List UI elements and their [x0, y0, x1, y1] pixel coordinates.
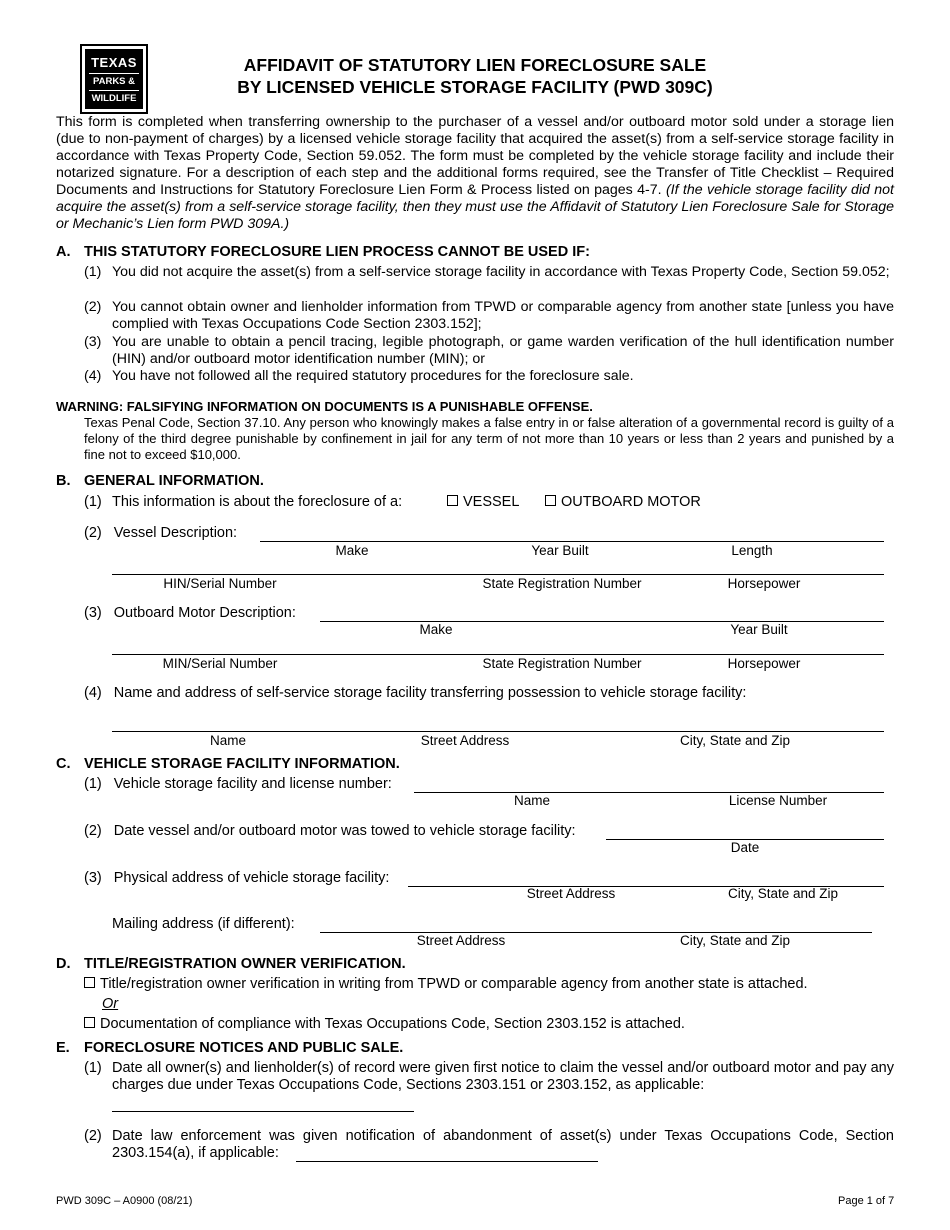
- section-a-item-3: (3) You are unable to obtain a pencil tracing, legible photograph, or game warden verification of the hull identification number (HIN) and/or outboard motor identification number (MIN); or: [84, 334, 894, 367]
- vessel-checkbox[interactable]: [447, 495, 458, 506]
- section-a-heading: A. THIS STATUTORY FORECLOSURE LIEN PROCESS CANNOT BE USED IF:: [56, 244, 590, 260]
- caption-motor-horsepower: Horsepower: [727, 656, 801, 671]
- caption-storage-name: Name: [513, 793, 550, 808]
- self-storage-facility-line[interactable]: [112, 731, 884, 732]
- caption-hin-serial: HIN/Serial Number: [163, 576, 277, 591]
- section-c-item-2-label: (2) Date vessel and/or outboard motor was towed to vehicle storage facility:: [84, 823, 576, 839]
- outboard-motor-checkbox[interactable]: [545, 495, 556, 506]
- logo-line-1: TEXAS: [91, 55, 137, 70]
- section-c-heading: C. VEHICLE STORAGE FACILITY INFORMATION.: [56, 756, 400, 772]
- caption-horsepower: Horsepower: [727, 576, 801, 591]
- caption-towed-date: Date: [730, 840, 760, 855]
- section-b-heading: B. GENERAL INFORMATION.: [56, 473, 264, 489]
- tpwd-logo: [80, 44, 148, 114]
- section-e-item-2: (2) Date law enforcement was given notification of abandonment of asset(s) under Texas Occupations Code, Section 2303.154(a), if applicable:: [84, 1128, 894, 1161]
- outboard-min-line[interactable]: [112, 654, 884, 655]
- caption-facility-name: Name: [209, 733, 246, 748]
- section-a-item-4: (4) You have not followed all the required statutory procedures for the foreclosure sale.: [84, 368, 634, 384]
- verification-option-2[interactable]: Documentation of compliance with Texas Occupations Code, Section 2303.152 is attached.: [84, 1016, 685, 1032]
- section-b-item-2-label: (2) Vessel Description:: [84, 525, 238, 541]
- verification-checkbox-2[interactable]: [84, 1017, 95, 1028]
- caption-make: Make: [335, 543, 369, 558]
- section-c-item-3-label: (3) Physical address of vehicle storage facility:: [84, 870, 390, 886]
- vessel-description-line[interactable]: [260, 541, 884, 542]
- caption-mailing-city: City, State and Zip: [679, 933, 791, 948]
- verification-checkbox-1[interactable]: [84, 977, 95, 988]
- section-e-item-1: (1) Date all owner(s) and lienholder(s) of record were given first notice to claim the vessel and/or outboard motor and pay any charges due under Texas Occupations Code, Sections 2303.151 or 2303.152, as applicable:: [84, 1060, 894, 1093]
- form-title-line-2: BY LICENSED VEHICLE STORAGE FACILITY (PWD 309C): [237, 77, 713, 97]
- warning-heading: WARNING: FALSIFYING INFORMATION ON DOCUMENTS IS A PUNISHABLE OFFENSE.: [56, 399, 593, 414]
- caption-mailing-street: Street Address: [416, 933, 506, 948]
- section-c-item-1-label: (1) Vehicle storage facility and license number:: [84, 776, 392, 792]
- intro-italic-note: (If the vehicle storage facility did not acquire the asset(s) from a self-service storage facility, then they must use the Affidavit of Statutory Lien Foreclosure Sale for Storage or Mechanic’s Lien form PWD 309A.): [56, 182, 894, 232]
- caption-motor-state-registration: State Registration Number: [482, 656, 642, 671]
- section-b-item-1: (1) This information is about the foreclosure of a:: [84, 494, 403, 510]
- caption-motor-make: Make: [419, 622, 453, 637]
- logo-line-3: WILDLIFE: [89, 90, 139, 104]
- caption-physical-city: City, State and Zip: [727, 886, 839, 901]
- or-label: Or: [102, 996, 119, 1012]
- intro-paragraph: [56, 114, 894, 233]
- caption-facility-city: City, State and Zip: [679, 733, 791, 748]
- caption-state-registration: State Registration Number: [482, 576, 642, 591]
- section-d-heading: D. TITLE/REGISTRATION OWNER VERIFICATION.: [56, 956, 406, 972]
- intro-text: This form is completed when transferring ownership to the purchaser of a vessel and/or outboard motor sold under a storage lien (due to non-payment of charges) by a licensed vehicle storage facility that acquired the asset(s) from a self-service storage facility in accordance with Texas Property Code, Section 59.052. The form must be completed by the vehicle storage facility and include their notarized signature. For a description of each step and the additional forms required, see the Transfer of Title Checklist – Required Documents and Instructions for Statutory Foreclosure Lien Form & Process listed on pages 4-7.: [56, 114, 894, 198]
- caption-length: Length: [731, 543, 773, 558]
- logo-line-2: PARKS &: [89, 73, 139, 87]
- caption-physical-street: Street Address: [526, 886, 616, 901]
- form-id-footer: PWD 309C – A0900 (08/21): [56, 1195, 193, 1207]
- first-notice-date-line[interactable]: [112, 1111, 414, 1112]
- section-a-item-2: (2) You cannot obtain owner and lienholder information from TPWD or comparable agency from another state [unless you have complied with Texas Occupations Code Section 2303.152];: [84, 299, 894, 332]
- section-b-item-4-label: (4) Name and address of self-service storage facility transferring possession to vehicle storage facility:: [84, 685, 747, 701]
- outboard-motor-checkbox-option[interactable]: OUTBOARD MOTOR: [545, 494, 701, 510]
- law-enforcement-date-line[interactable]: [296, 1161, 598, 1162]
- section-a-item-1: (1) You did not acquire the asset(s) from a self-service storage facility in accordance with Texas Property Code, Section 59.052;: [84, 264, 890, 280]
- form-title-line-1: AFFIDAVIT OF STATUTORY LIEN FORECLOSURE SALE: [243, 55, 707, 75]
- section-e-heading: E. FORECLOSURE NOTICES AND PUBLIC SALE.: [56, 1040, 404, 1056]
- warning-text: Texas Penal Code, Section 37.10. Any person who knowingly makes a false entry in or false alteration of a governmental record is guilty of a felony of the third degree punishable by confinement in jail for any term of not more than 10 years or less than 2 years and punished by a fine not to exceed $10,000.: [84, 415, 894, 462]
- caption-year-built: Year Built: [531, 543, 589, 558]
- vessel-hin-line[interactable]: [112, 574, 884, 575]
- caption-min-serial: MIN/Serial Number: [162, 656, 278, 671]
- mailing-address-label: Mailing address (if different):: [112, 916, 295, 932]
- caption-license-number: License Number: [728, 793, 828, 808]
- verification-option-1[interactable]: Title/registration owner verification in writing from TPWD or comparable agency from another state is attached.: [84, 976, 808, 992]
- section-b-item-3-label: (3) Outboard Motor Description:: [84, 605, 296, 621]
- vessel-checkbox-option[interactable]: VESSEL: [447, 494, 519, 510]
- caption-facility-street: Street Address: [420, 733, 510, 748]
- caption-motor-year-built: Year Built: [730, 622, 788, 637]
- page-number: Page 1 of 7: [838, 1195, 895, 1207]
